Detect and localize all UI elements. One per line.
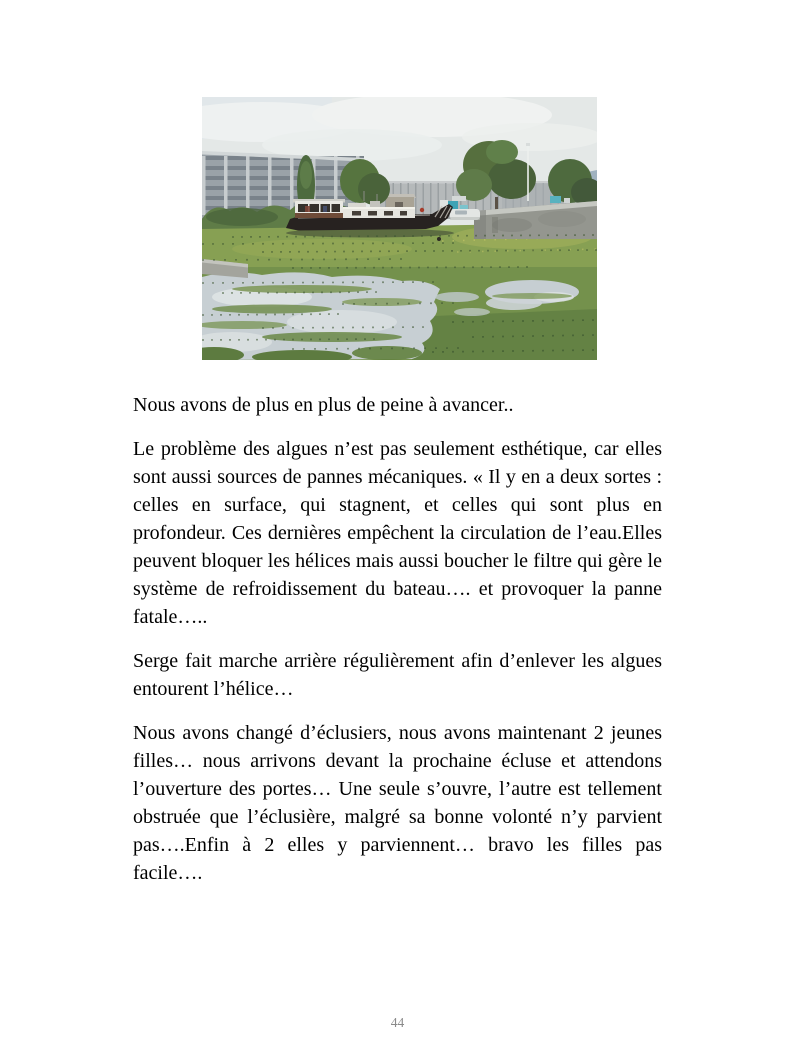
paragraph-lock-keepers: Nous avons changé d’éclusiers, nous avons maintenant 2 jeunes filles… nous arrivons devant la prochaine écluse et attendons l’ouverture des portes… Une seule s’ouvre, l’autre est tellement obstruée que l’éclusière, malgré sa bonne volonté n’y parvient pas….Enfin à 2 elles y parviennent… bravo les filles pas facile…. [133,722,662,884]
page-number: 44 [390,1015,405,1030]
body-text [133,391,662,903]
canal-photo-illustration [202,97,597,360]
paragraph-serge-reverse: Serge fait marche arrière régulièrement afin d’enlever les algues entourent l’hélice… [133,650,662,700]
paragraph-algae-problem: Le problème des algues n’est pas seulement esthétique, car elles sont aussi sources de pannes mécaniques. « Il y en a deux sortes : celles en surface, qui stagnent, et celles qui sont plus en profondeur. Ces dernières empêchent la circulation de l’eau.Elles peuvent bloquer les hélices mais aussi boucher le filtre qui gère le système de refroidissement du bateau…. et provoquer la panne fatale….. [133,438,662,628]
paragraph-advancing: Nous avons de plus en plus de peine à avancer.. [133,394,514,416]
embedded-photo [202,97,597,360]
photo-white-car [450,209,480,220]
